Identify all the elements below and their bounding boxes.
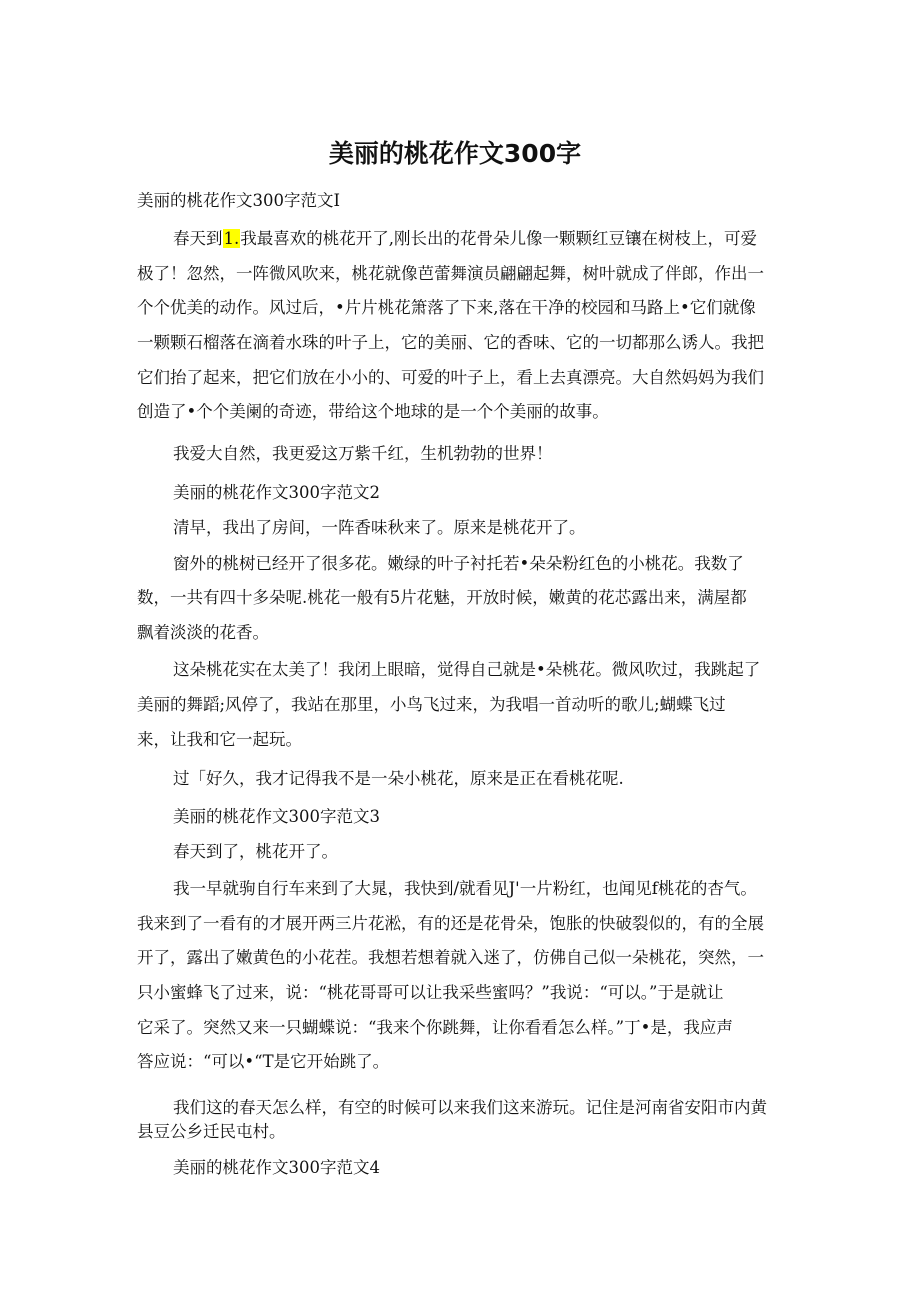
section-3-paragraph-3-line-1: 我们这的春天怎么样，有空的时候可以来我们这来游玩。记住是河南省安阳市内黄 <box>173 1098 767 1117</box>
section-3-paragraph-2-line-3: 开了，露出了嫩黄色的小花茬。我想若想着就入迷了，仿佛自己似一朵桃花，突然，一 <box>137 948 764 967</box>
section-1-text: 我最喜欢的桃花开了,刚长出的花骨朵儿像一颗颗红豆镶在树枝上，可爱 <box>240 229 757 248</box>
section-4-heading: 美丽的桃花作文300字范文4 <box>173 1158 380 1177</box>
section-3-paragraph-2-line-1: 我一早就驹自行车来到了大晁，我快到/就看见J'一片粉红，也闻见f桃花的杏气。 <box>173 879 757 898</box>
section-1-paragraph-2: 我爱大自然，我更爱这万紫千红，生机勃勃的世界！ <box>173 444 553 463</box>
section-2-paragraph-1: 清早，我出了房间，一阵香味秋来了。原来是桃花开了。 <box>173 518 586 537</box>
section-1-paragraph-1-line-3: 个个优美的动作。风过后，•片片桃花箫落了下来,落在干净的校园和马路上•它们就像 <box>137 298 756 317</box>
section-3-paragraph-2-line-4: 只小蜜蜂飞了过来，说：“桃花哥哥可以让我采些蜜吗？”我说：“可以。”于是就让 <box>137 983 724 1002</box>
section-3-paragraph-2-line-2: 我来到了一看有的才展开两三片花淞，有的还是花骨朵，饱胀的快破裂似的，有的全展 <box>137 914 764 933</box>
section-2-paragraph-2-line-1: 窗外的桃树已经开了很多花。嫩绿的叶子衬托若•朵朵粉红色的小桃花。我数了 <box>173 554 744 573</box>
section-3-paragraph-2-line-5: 它采了。突然又来一只蝴蝶说：“我来个你跳舞，让你看看怎么样。”丁•是，我应声 <box>137 1018 733 1037</box>
section-3-heading: 美丽的桃花作文300字范文3 <box>173 807 380 826</box>
section-1-paragraph-1-line-2: 极了！忽然，一阵微风吹来，桃花就像芭蕾舞演员翩翩起舞，树叶就成了伴郎，作出一 <box>137 264 764 283</box>
section-2-paragraph-3-line-3: 来，让我和它一起玩。 <box>137 730 302 749</box>
section-2-paragraph-2-line-3: 飘着淡淡的花香。 <box>137 623 269 642</box>
section-1-heading: 美丽的桃花作文300字范文I <box>137 191 341 210</box>
document-title: 美丽的桃花作文300字 <box>328 139 582 168</box>
section-1-paragraph-1-line-5: 它们抬了起来，把它们放在小小的、可爱的叶子上，看上去真漂亮。大自然妈妈为我们 <box>137 368 764 387</box>
highlighted-text: 1. <box>223 229 240 248</box>
section-3-paragraph-3-line-2: 县豆公乡迁民屯村。 <box>137 1122 286 1141</box>
section-1-paragraph-1-line-4: 一颗颗石榴落在滴着水珠的叶子上，它的美丽、它的香味、它的一切都那么诱人。我把 <box>137 333 764 352</box>
section-2-heading: 美丽的桃花作文300字范文2 <box>173 483 380 502</box>
section-1-paragraph-1-line-6: 创造了•个个美阑的奇迹，带给这个地球的是一个个美丽的故事。 <box>137 402 609 421</box>
section-2-paragraph-2-line-2: 数，一共有四十多朵呢.桃花一般有5片花魅，开放时候，嫩黄的花芯露出来，满屋都 <box>137 588 747 607</box>
section-2-paragraph-3-line-1: 这朵桃花实在太美了！我闭上眼暗，觉得自己就是•朵桃花。微风吹过，我跳起了 <box>173 660 761 679</box>
section-1-text: 春天到 <box>173 229 223 248</box>
section-2-paragraph-4: 过「好久，我才记得我不是一朵小桃花，原来是正在看桃花呢. <box>173 769 624 788</box>
section-2-paragraph-3-line-2: 美丽的舞蹈;风停了，我站在那里，小鸟飞过来，为我唱一首动听的歌儿;蝴蝶飞过 <box>137 695 726 714</box>
section-3-paragraph-2-line-6: 答应说：“可以•“T是它开始跳了。 <box>137 1052 390 1071</box>
section-3-paragraph-1: 春天到了，桃花开了。 <box>173 842 338 861</box>
section-1-paragraph-1-line-1 <box>173 225 779 249</box>
